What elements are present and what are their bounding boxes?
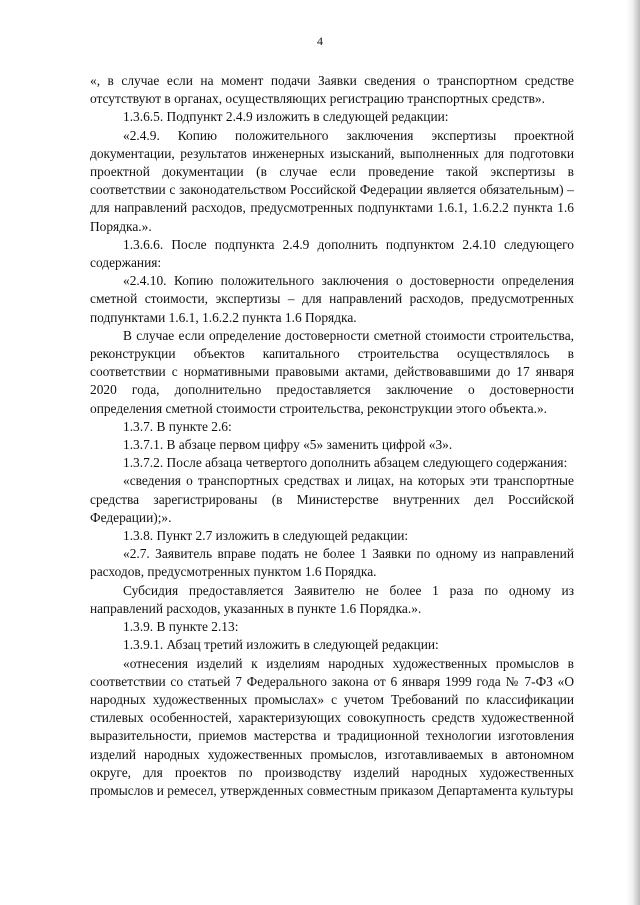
paragraph-2-4-10-continued: В случае если определение достоверности сметной стоимости строительства, реконструкции объектов капитального строительства осуществлялось в соответствии с нормативными правовыми актами, действовавшими до 17 января 2020 года, дополнительно предоставляется заключение о достоверности определения сметной стоимости строительства, реконструкции этого объекта.». (90, 327, 574, 416)
page-number: 4 (317, 34, 323, 48)
paragraph-1-3-7: 1.3.7. В пункте 2.6: (123, 418, 232, 434)
paragraph-2-4-10: «2.4.10. Копию положительного заключения о достоверности определения сметной стоимости, экспертизы – для направлений расходов, предусмотренных подпунктами 1.6.1, 1.6.2.2 пункта 1.6 Порядка. (90, 273, 574, 325)
paragraph-1-3-9-1: 1.3.9.1. Абзац третий изложить в следующей редакции: (123, 637, 439, 653)
paragraph-2-7: «2.7. Заявитель вправе подать не более 1 Заявки по одному из направлений расходов, предусмотренных пунктом 1.6 Порядка. (90, 546, 574, 580)
paragraph-continuation: «, в случае если на момент подачи Заявки сведения о транспортном средстве отсутствуют в органах, осуществляющих регистрацию транспортных средств». (90, 73, 574, 107)
paragraph-subsidy: Субсидия предоставляется Заявителю не более 1 раза по одному из направлений расходов, указанных в пункте 1.6 Порядка.». (90, 582, 574, 616)
paragraph-1-3-9: 1.3.9. В пункте 2.13: (123, 619, 239, 635)
paragraph-vehicle-info: «сведения о транспортных средствах и лицах, на которых эти транспортные средства зарегистрированы (в Министерстве внутренних дел Российской Федерации);». (90, 473, 574, 525)
paragraph-1-3-6-6: 1.3.6.6. После подпункта 2.4.9 дополнить подпунктом 2.4.10 следующего содержания: (90, 236, 574, 271)
paragraph-crafts: «отнесения изделий к изделиям народных художественных промыслов в соответствии со статьей 7 Федерального закона от 6 января 1999 года № 7-ФЗ «О народных художественных промыслах» с учетом Требований по классификации стилевых особенностей, характеризующих совокупность средств художественной выразительности, приемов мастерства и традиционной технологии изготовления изделий народных художественных промыслов, изготавливаемых в автономном округе, для проектов по производству изделий народных художественных промыслов и ремесел, утвержденных совместным приказом Департамента культуры (90, 655, 574, 798)
paragraph-1-3-6-5: 1.3.6.5. Подпункт 2.4.9 изложить в следующей редакции: (123, 109, 449, 125)
paragraph-1-3-8: 1.3.8. Пункт 2.7 изложить в следующей редакции: (123, 528, 409, 544)
scan-edge-shadow (626, 0, 640, 905)
document-body (90, 72, 574, 800)
paragraph-2-4-9: «2.4.9. Копию положительного заключения экспертизы проектной документации, результатов инженерных изысканий, выполненных для подготовки проектной документации (в случае если проведение такой экспертизы в соответствии с законодательством Российской Федерации является обязательным) – для направлений расходов, предусмотренных подпунктами 1.6.1, 1.6.2.2 пункта 1.6 Порядка.». (90, 127, 574, 234)
paragraph-1-3-7-2: 1.3.7.2. После абзаца четвертого дополнить абзацем следующего содержания: (123, 455, 568, 471)
paragraph-1-3-7-1: 1.3.7.1. В абзаце первом цифру «5» заменить цифрой «3». (123, 437, 453, 453)
